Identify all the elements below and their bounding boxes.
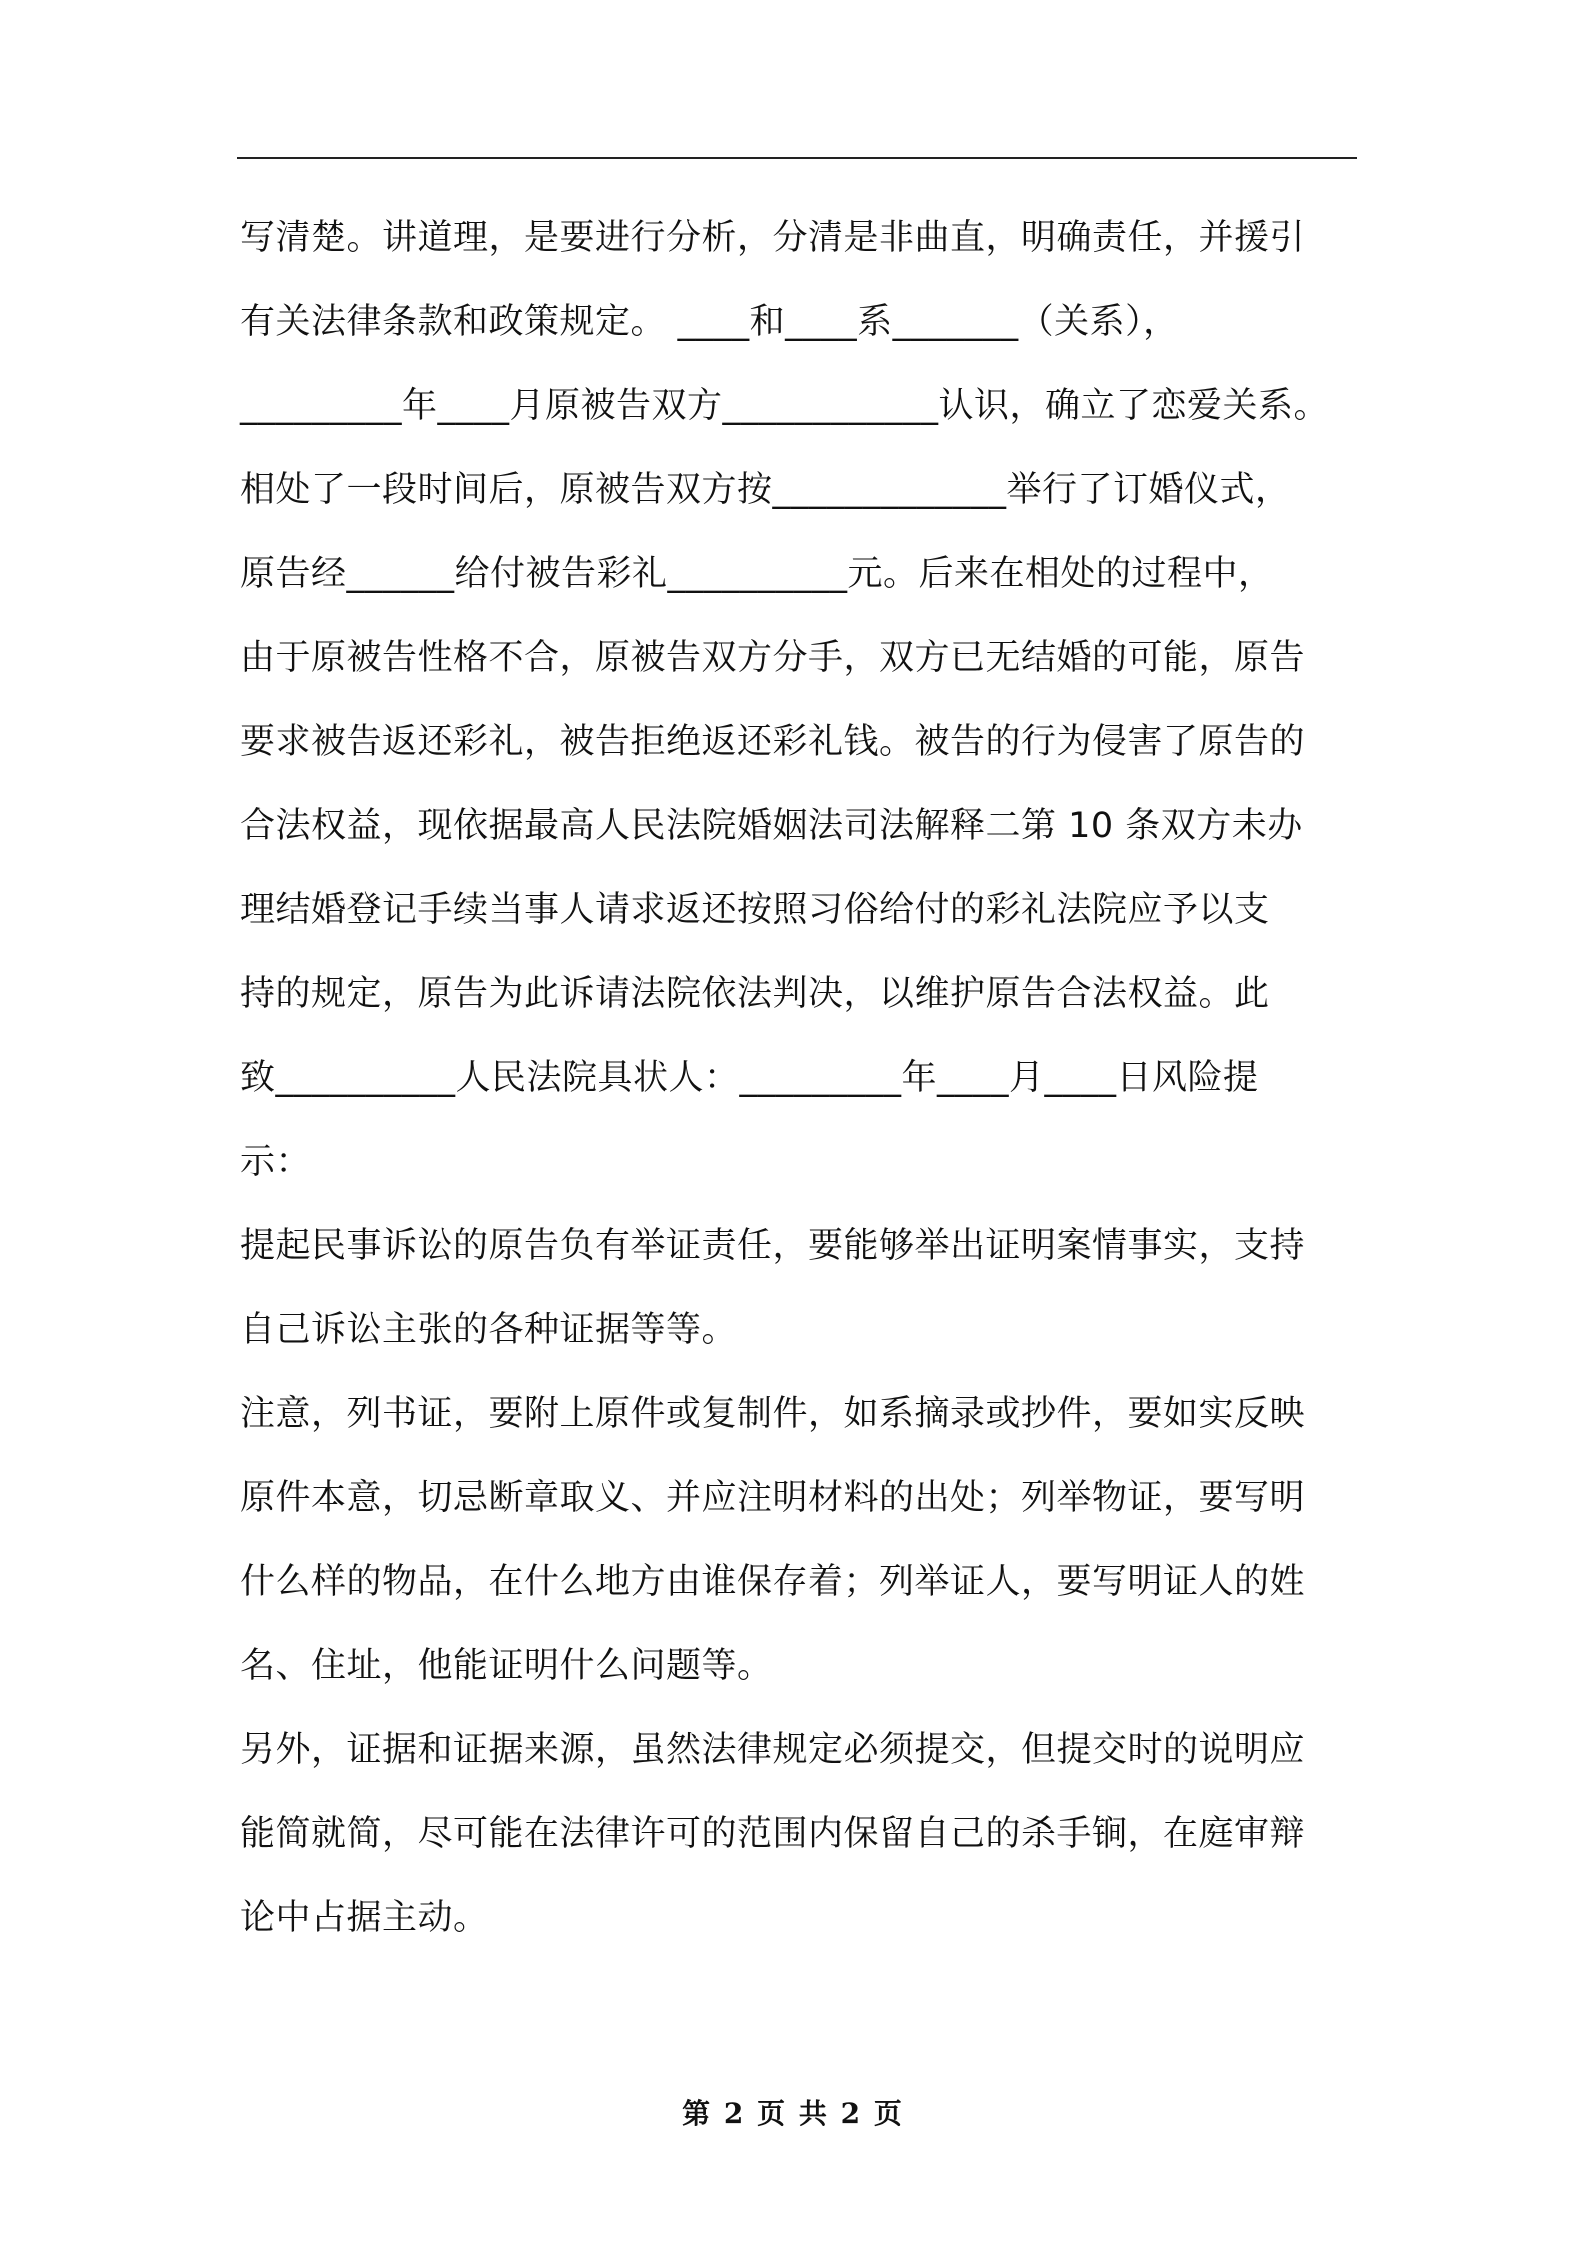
text-line: 持的规定，原告为此诉请法院依法判决，以维护原告合法权益。此: [240, 974, 1270, 1014]
text-line: 提起民事诉讼的原告负有举证责任，要能够举出证明案情事实，支持: [240, 1226, 1306, 1266]
text-line: 合法权益，现依据最高人民法院婚姻法司法解释二第 10 条双方未办: [240, 806, 1303, 846]
text-line: 原告经______给付被告彩礼__________元。后来在相处的过程中，: [240, 554, 1274, 594]
text-line: 有关法律条款和政策规定。 ____和____系_______（关系），: [240, 302, 1179, 342]
text-line: 由于原被告性格不合，原被告双方分手，双方已无结婚的可能，原告: [240, 638, 1306, 678]
text-line: 示：: [240, 1142, 312, 1182]
header-rule: [237, 157, 1357, 159]
text-line: 自己诉讼主张的各种证据等等。: [240, 1310, 738, 1350]
text-line: 什么样的物品，在什么地方由谁保存着；列举证人，要写明证人的姓: [240, 1562, 1306, 1602]
text-line: 理结婚登记手续当事人请求返还按照习俗给付的彩礼法院应予以支: [240, 890, 1270, 930]
text-line: _________年____月原被告双方____________认识，确立了恋爱关系。: [240, 386, 1330, 426]
text-line: 能简就简，尽可能在法律许可的范围内保留自己的杀手锏，在庭审辩: [240, 1814, 1306, 1854]
body-text: [240, 196, 1360, 1960]
text-line: 注意，列书证，要附上原件或复制件，如系摘录或抄件，要如实反映: [240, 1394, 1306, 1434]
text-line: 致__________人民法院具状人：_________年____月____日风险提: [240, 1058, 1259, 1098]
page-footer: 第 2 页 共 2 页: [682, 2097, 904, 2130]
text-line: 另外，证据和证据来源，虽然法律规定必须提交，但提交时的说明应: [240, 1730, 1306, 1770]
text-line: 原件本意，切忌断章取义、并应注明材料的出处；列举物证，要写明: [240, 1478, 1306, 1518]
text-line: 写清楚。讲道理，是要进行分析，分清是非曲直，明确责任，并援引: [240, 218, 1306, 258]
text-line: 相处了一段时间后，原被告双方按_____________举行了订婚仪式，: [240, 470, 1291, 510]
text-line: 论中占据主动。: [240, 1898, 489, 1938]
text-line: 要求被告返还彩礼，被告拒绝返还彩礼钱。被告的行为侵害了原告的: [240, 722, 1306, 762]
text-line: 名、住址，他能证明什么问题等。: [240, 1646, 773, 1686]
